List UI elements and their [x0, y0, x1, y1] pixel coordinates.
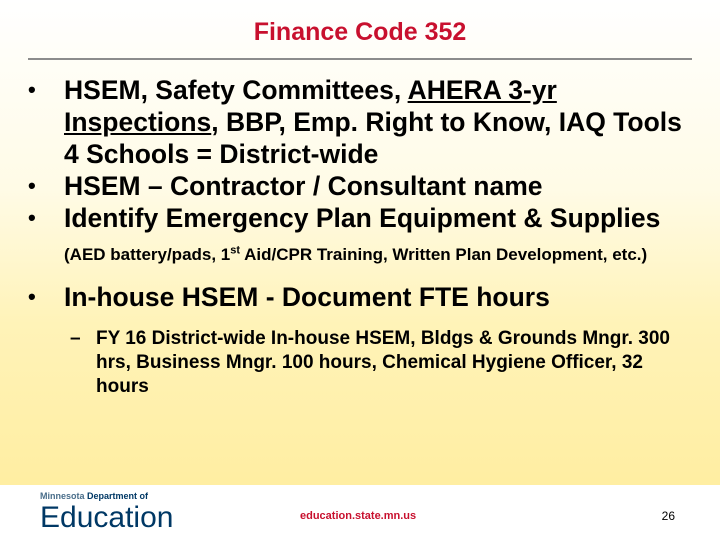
mde-logo: Minnesota Department of Education [40, 491, 174, 534]
bullet-dot: • [28, 283, 36, 309]
bullet-text: In-house HSEM - Document FTE hours [64, 281, 550, 312]
page-number: 26 [661, 509, 675, 523]
sub-bullet-item [70, 327, 698, 399]
bullet-list [28, 74, 698, 399]
bullet-dot: • [28, 77, 36, 102]
bullet-item [28, 74, 698, 170]
bullet-text: Identify Emergency Plan Equipment & Supplies (AED battery/pads, 1st Aid/CPR Training, Written Plan Development, etc.) [64, 203, 661, 264]
bullet-item [28, 170, 698, 202]
title-divider [28, 58, 692, 60]
bullet-item [28, 202, 698, 271]
slide-title: Finance Code 352 [253, 18, 467, 46]
bullet-parenthetical: (AED battery/pads, 1st Aid/CPR Training, Written Plan Development, etc.) [64, 244, 648, 264]
bullet-text: HSEM, Safety Committees, AHERA 3-yr Inspections, BBP, Emp. Right to Know, IAQ Tools 4 Schools = District-wide [64, 75, 682, 169]
sub-bullet-dash: – [70, 327, 81, 349]
sub-bullet-text: FY 16 District-wide In-house HSEM, Bldgs & Grounds Mngr. 300 hrs, Business Mngr. 100 hours, Chemical Hygiene Officer, 32 hours [96, 327, 670, 397]
underlined-text: AHERA 3-yr Inspections [64, 75, 557, 137]
bullet-text: HSEM – Contractor / Consultant name [64, 171, 543, 201]
logo-wordmark: Education [40, 501, 174, 534]
footer [0, 485, 720, 540]
bullet-dot: • [28, 205, 36, 230]
bullet-item [28, 281, 698, 313]
bullet-dot: • [28, 173, 36, 198]
footer-url[interactable]: education.state.mn.us [300, 510, 417, 522]
